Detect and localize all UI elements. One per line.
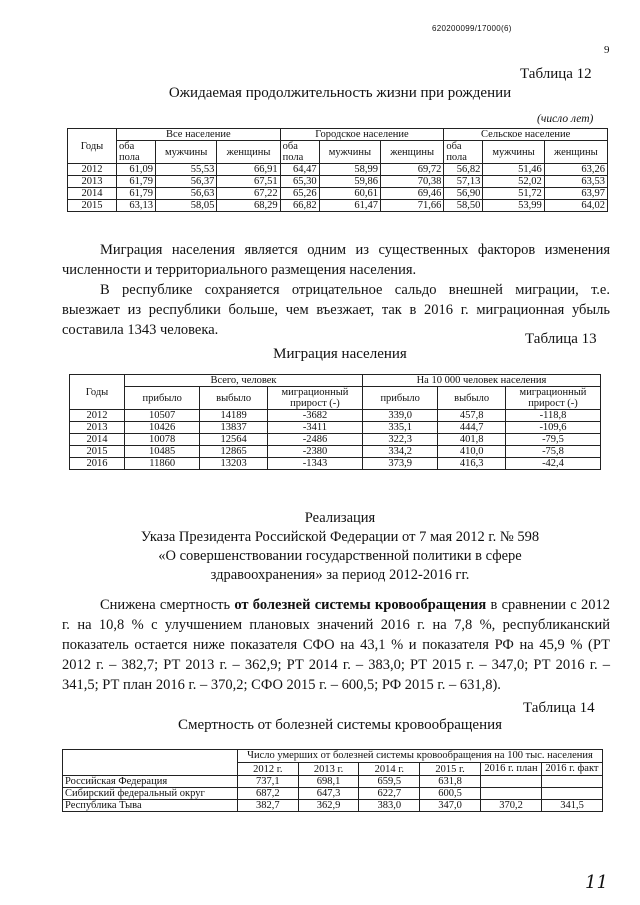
value-cell: 14189 [200, 410, 268, 422]
value-cell: -42,4 [506, 458, 601, 470]
value-cell: 341,5 [542, 800, 603, 812]
section-heading-line: здравоохранения» за период 2012-2016 гг. [210, 567, 470, 583]
years-header: Годы [70, 375, 125, 410]
sub-header: миграционный прирост (-) [506, 387, 601, 410]
value-cell: 698,1 [298, 776, 359, 788]
year-cell: 2014 [70, 434, 125, 446]
group-header: Все население [117, 129, 281, 141]
years-header: Годы [68, 129, 117, 164]
sub-header: оба пола [444, 141, 483, 164]
value-cell: 67,51 [217, 176, 280, 188]
value-cell: 410,0 [438, 446, 506, 458]
value-cell: 61,09 [117, 164, 156, 176]
value-cell: 334,2 [362, 446, 437, 458]
empty-header-cell [63, 750, 238, 776]
col-header: 2012 г. [238, 763, 299, 776]
table-row [68, 200, 608, 212]
value-cell: 63,26 [544, 164, 607, 176]
value-cell: 631,8 [420, 776, 481, 788]
value-cell: 416,3 [438, 458, 506, 470]
value-cell: -118,8 [506, 410, 601, 422]
year-cell: 2015 [68, 200, 117, 212]
migration-table [69, 374, 601, 470]
table-row [70, 434, 601, 446]
value-cell: 63,97 [544, 188, 607, 200]
table-row [68, 188, 608, 200]
value-cell: 58,05 [156, 200, 217, 212]
year-cell: 2014 [68, 188, 117, 200]
year-cell: 2015 [70, 446, 125, 458]
value-cell: 12564 [200, 434, 268, 446]
document-id: 620200099/17000(6) [432, 24, 512, 33]
region-name-cell: Республика Тыва [63, 800, 238, 812]
year-cell: 2013 [70, 422, 125, 434]
sub-header: прибыло [125, 387, 200, 410]
value-cell [542, 788, 603, 800]
value-cell: 13837 [200, 422, 268, 434]
value-cell: -1343 [267, 458, 362, 470]
sub-header: мужчины [156, 141, 217, 164]
paragraph-mortality [62, 595, 610, 695]
value-cell: -2380 [267, 446, 362, 458]
table12-unit: (число лет) [537, 113, 594, 125]
value-cell: 66,82 [280, 200, 319, 212]
group-header: Всего, человек [125, 375, 363, 387]
value-cell: 401,8 [438, 434, 506, 446]
value-cell: 64,47 [280, 164, 319, 176]
value-cell: 13203 [200, 458, 268, 470]
value-cell: 347,0 [420, 800, 481, 812]
section-heading [40, 509, 640, 585]
section-heading-line: Указа Президента Российской Федерации от 7 мая 2012 г. № 598 [140, 529, 540, 545]
life-expectancy-table [67, 128, 608, 212]
group-header: Сельское население [444, 129, 608, 141]
table-row [70, 446, 601, 458]
paragraph-mortality-bold: от болезней системы кровообращения [234, 597, 487, 613]
value-cell: 11860 [125, 458, 200, 470]
col-header: 2016 г. план [481, 763, 542, 776]
value-cell: 383,0 [359, 800, 420, 812]
table14-title: Смертность от болезней системы кровообращения [177, 717, 503, 733]
year-cell: 2013 [68, 176, 117, 188]
value-cell: 10426 [125, 422, 200, 434]
section-heading-line: «О совершенствовании государственной политики в сфере [158, 548, 522, 564]
value-cell: 10507 [125, 410, 200, 422]
value-cell: 737,1 [238, 776, 299, 788]
value-cell: 71,66 [381, 200, 444, 212]
value-cell: 56,37 [156, 176, 217, 188]
col-header: 2013 г. [298, 763, 359, 776]
value-cell: 64,02 [544, 200, 607, 212]
value-cell: 61,79 [117, 176, 156, 188]
value-cell: 600,5 [420, 788, 481, 800]
value-cell: 70,38 [381, 176, 444, 188]
value-cell: 373,9 [362, 458, 437, 470]
value-cell: -3411 [267, 422, 362, 434]
value-cell: 382,7 [238, 800, 299, 812]
year-cell: 2016 [70, 458, 125, 470]
value-cell: 622,7 [359, 788, 420, 800]
section-heading-line: Реализация [304, 510, 376, 526]
value-cell: 65,30 [280, 176, 319, 188]
value-cell: 10078 [125, 434, 200, 446]
col-header: 2015 г. [420, 763, 481, 776]
value-cell: 51,72 [483, 188, 544, 200]
table14-label: Таблица 14 [523, 700, 595, 716]
col-header: 2014 г. [359, 763, 420, 776]
table13-label: Таблица 13 [525, 331, 597, 347]
table-row [63, 800, 603, 812]
value-cell: 68,29 [217, 200, 280, 212]
sub-header: женщины [544, 141, 607, 164]
value-cell: 647,3 [298, 788, 359, 800]
sub-header: оба пола [117, 141, 156, 164]
sub-header: женщины [381, 141, 444, 164]
sub-header: выбыло [438, 387, 506, 410]
value-cell: 56,90 [444, 188, 483, 200]
value-cell: 12865 [200, 446, 268, 458]
value-cell: 69,46 [381, 188, 444, 200]
table-row [63, 776, 603, 788]
value-cell: 57,13 [444, 176, 483, 188]
table12-title: Ожидаемая продолжительность жизни при рождении [168, 85, 512, 101]
sub-header: мужчины [483, 141, 544, 164]
value-cell: 61,47 [319, 200, 380, 212]
sub-header: женщины [217, 141, 280, 164]
table-row [70, 410, 601, 422]
value-cell [481, 776, 542, 788]
value-cell: 370,2 [481, 800, 542, 812]
value-cell: 58,99 [319, 164, 380, 176]
value-cell: -3682 [267, 410, 362, 422]
page-number: 9 [604, 44, 610, 56]
table-row [68, 164, 608, 176]
col-header: 2016 г. факт [542, 763, 603, 776]
value-cell: 322,3 [362, 434, 437, 446]
value-cell: 53,99 [483, 200, 544, 212]
value-cell: -2486 [267, 434, 362, 446]
value-cell: 69,72 [381, 164, 444, 176]
sub-header: мужчины [319, 141, 380, 164]
table-row [70, 422, 601, 434]
paragraph-mortality-start: Снижена смертность [100, 597, 235, 613]
sub-header: прибыло [362, 387, 437, 410]
region-name-cell: Российская Федерация [63, 776, 238, 788]
value-cell: 335,1 [362, 422, 437, 434]
group-header: Городское население [280, 129, 444, 141]
value-cell: 65,26 [280, 188, 319, 200]
year-cell: 2012 [70, 410, 125, 422]
value-cell: 59,86 [319, 176, 380, 188]
value-cell: 362,9 [298, 800, 359, 812]
value-cell: 61,79 [117, 188, 156, 200]
table-row [70, 458, 601, 470]
value-cell: 56,63 [156, 188, 217, 200]
value-cell: 60,61 [319, 188, 380, 200]
value-cell: 10485 [125, 446, 200, 458]
cardiovascular-mortality-table [62, 749, 603, 812]
value-cell: 58,50 [444, 200, 483, 212]
value-cell: 51,46 [483, 164, 544, 176]
sub-header: миграционный прирост (-) [267, 387, 362, 410]
value-cell: 659,5 [359, 776, 420, 788]
value-cell: 687,2 [238, 788, 299, 800]
value-cell [481, 788, 542, 800]
sub-header: оба пола [280, 141, 319, 164]
value-cell: 63,13 [117, 200, 156, 212]
value-cell [542, 776, 603, 788]
year-cell: 2012 [68, 164, 117, 176]
paragraph-migration-balance: В республике сохраняется отрицательное сальдо внешней миграции, т.е. выезжает из республики больше, чем въезжает, так в 2016 г. миграционная убыль составила 1343 человека. [62, 282, 610, 338]
value-cell: 444,7 [438, 422, 506, 434]
group-header: На 10 000 человек населения [362, 375, 600, 387]
value-cell: 63,53 [544, 176, 607, 188]
paragraph-migration-intro: Миграция населения является одним из существенных факторов изменения численности и территориального размещения населения. [62, 242, 610, 278]
sub-header: выбыло [200, 387, 268, 410]
value-cell: -79,5 [506, 434, 601, 446]
table-row [68, 176, 608, 188]
table-row [63, 788, 603, 800]
region-name-cell: Сибирский федеральный округ [63, 788, 238, 800]
value-cell: 55,53 [156, 164, 217, 176]
paragraph-mortality-rest: в сравнении с 2012 г. на 10,8 % с улучшением плановых значений 2016 г. на 7,8 %, республиканский показатель остается ниже показателя СФО на 43,1 % и показателя РФ на 45,9 % (РТ 2012 г. – 382,7; РТ 2013 г. – 362,9; РТ 2014 г. – 383,0; РТ 2015 г. – 347,0; РТ 2016 г. – 341,5; РТ план 2016 г. – 370,2; СФО 2015 г. – 600,5; РФ 2015 г. – 631,8). [62, 597, 610, 693]
group-header: Число умерших от болезней системы кровообращения на 100 тыс. населения [238, 750, 603, 763]
table13-title: Миграция населения [273, 346, 407, 362]
table12-label: Таблица 12 [520, 66, 592, 82]
value-cell: -75,8 [506, 446, 601, 458]
value-cell: 56,82 [444, 164, 483, 176]
value-cell: -109,6 [506, 422, 601, 434]
value-cell: 339,0 [362, 410, 437, 422]
value-cell: 67,22 [217, 188, 280, 200]
value-cell: 457,8 [438, 410, 506, 422]
value-cell: 52,02 [483, 176, 544, 188]
handwritten-page-mark: 11 [585, 872, 608, 893]
value-cell: 66,91 [217, 164, 280, 176]
